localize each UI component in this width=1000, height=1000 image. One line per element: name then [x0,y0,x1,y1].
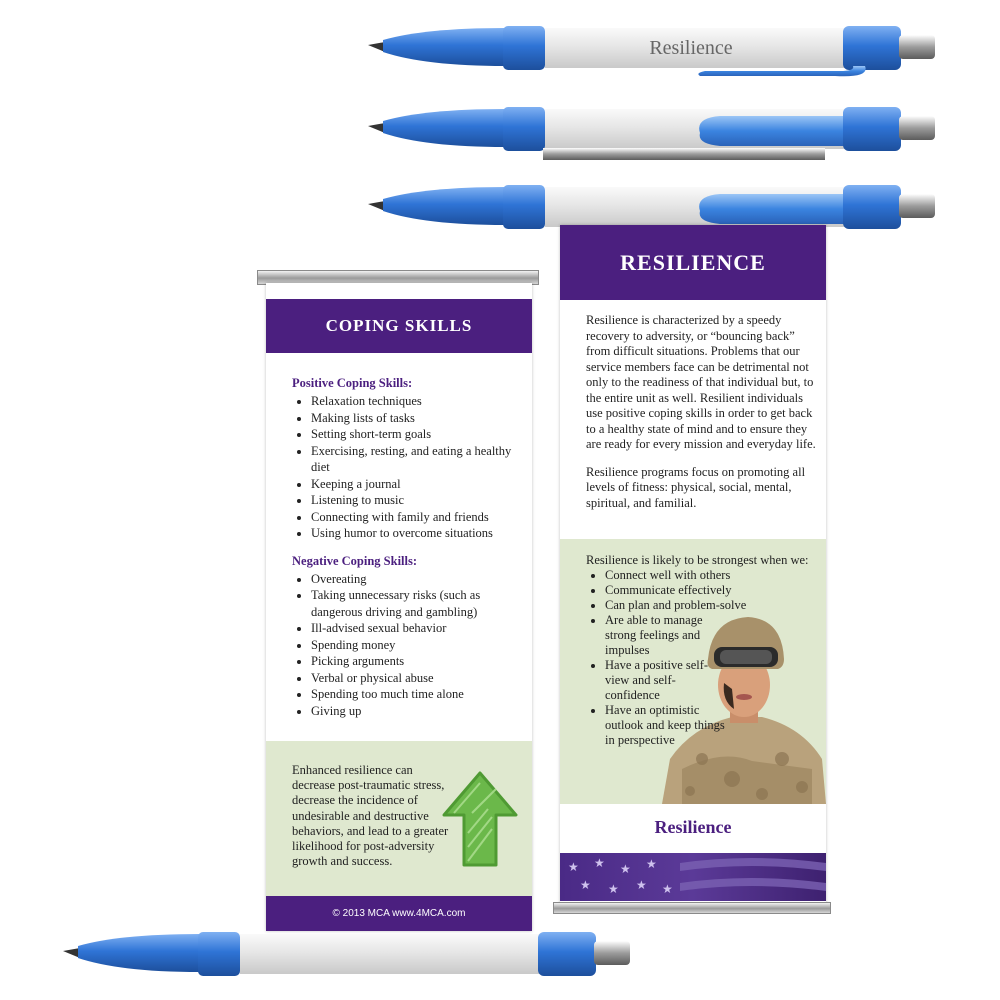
svg-text:★: ★ [636,878,647,892]
list-item: • Communicate effectively [605,583,725,598]
svg-text:★: ★ [568,860,579,874]
coping-skills-content [292,376,524,731]
list-item: • Giving up [311,703,524,720]
list-item: • Can plan and problem-solve [605,598,725,613]
resilience-intro [586,313,818,523]
svg-text:★: ★ [662,882,673,896]
positive-coping-title: Positive Coping Skills: [292,376,413,390]
svg-text:★: ★ [646,857,657,871]
strengths-list [586,568,747,748]
pen-with-clip [365,18,940,98]
svg-text:★: ★ [580,878,591,892]
coping-skills-panel [266,283,532,931]
coping-skills-header [266,299,532,353]
negative-coping-list [292,571,524,720]
positive-coping-list [292,393,524,542]
list-item: • Making lists of tasks [311,410,524,427]
up-arrow-icon [440,769,520,869]
list-item: • Connect well with others [605,568,725,583]
list-item: • Setting short-term goals [311,426,524,443]
list-item: • Listening to music [311,492,524,509]
svg-text:★: ★ [594,856,605,870]
negative-coping-title: Negative Coping Skills: [292,553,418,568]
right-panel-rail [553,902,831,914]
list-item: • Spending money [311,637,524,654]
resilience-brand: Resilience [654,817,732,837]
list-item: • Ill-advised sexual behavior [311,620,524,637]
resilience-benefits-box [266,741,532,896]
resilience-benefits-text: Enhanced resilience can decrease post-traumatic stress, decrease the incidence of undesirable and destructive behaviors, and lead to a greater likelihood for post-adversity growth and success. [292,763,449,869]
svg-text:★: ★ [608,882,619,896]
list-item: • Using humor to overcome situations [311,525,524,542]
pen-imprint: Resilience [649,37,733,59]
flag-banner [560,853,826,901]
resilience-paragraph-2: Resilience programs focus on promoting all levels of fitness: physical, social, mental, spiritual, and familial. [586,464,806,510]
list-item: • Taking unnecessary risks (such as dangerous driving and gambling) [311,587,524,620]
list-item: • Are able to manage strong feelings and impulses [605,613,725,658]
resilience-paragraph-1: Resilience is characterized by a speedy recovery to adversity, or “bouncing back” from difficult situations. Problems that our service members face can be detrimental not only to the readiness of that individual but, to the entire unit as well. Resilient individuals use positive coping skills in order to get back to a healthy state of mind and to ensure they are ready for every mission and everyday life. [586,313,816,451]
list-item: • Connecting with family and friends [311,509,524,526]
strengths-intro: Resilience is likely to be strongest when we: [586,553,809,567]
list-item: • Have a positive self-view and self-confidence [605,658,725,703]
resilience-header [560,225,826,300]
coping-skills-title: COPING SKILLS [325,316,473,335]
svg-text:★: ★ [620,862,631,876]
list-item: • Verbal or physical abuse [311,670,524,687]
list-item: • Keeping a journal [311,476,524,493]
list-item: • Exercising, resting, and eating a healthy diet [311,443,524,476]
list-item: • Picking arguments [311,653,524,670]
pen-bottom [60,925,635,985]
list-item: • Overeating [311,571,524,588]
list-item: • Have an optimistic outlook and keep things in perspective [605,703,725,748]
resilience-strengths-box [560,539,826,804]
resilience-panel [560,225,826,908]
pen-open [365,100,940,170]
copyright-text: © 2013 MCA www.4MCA.com [332,908,466,919]
list-item: • Spending too much time alone [311,686,524,703]
resilience-title: RESILIENCE [620,250,766,275]
list-item: • Relaxation techniques [311,393,524,410]
